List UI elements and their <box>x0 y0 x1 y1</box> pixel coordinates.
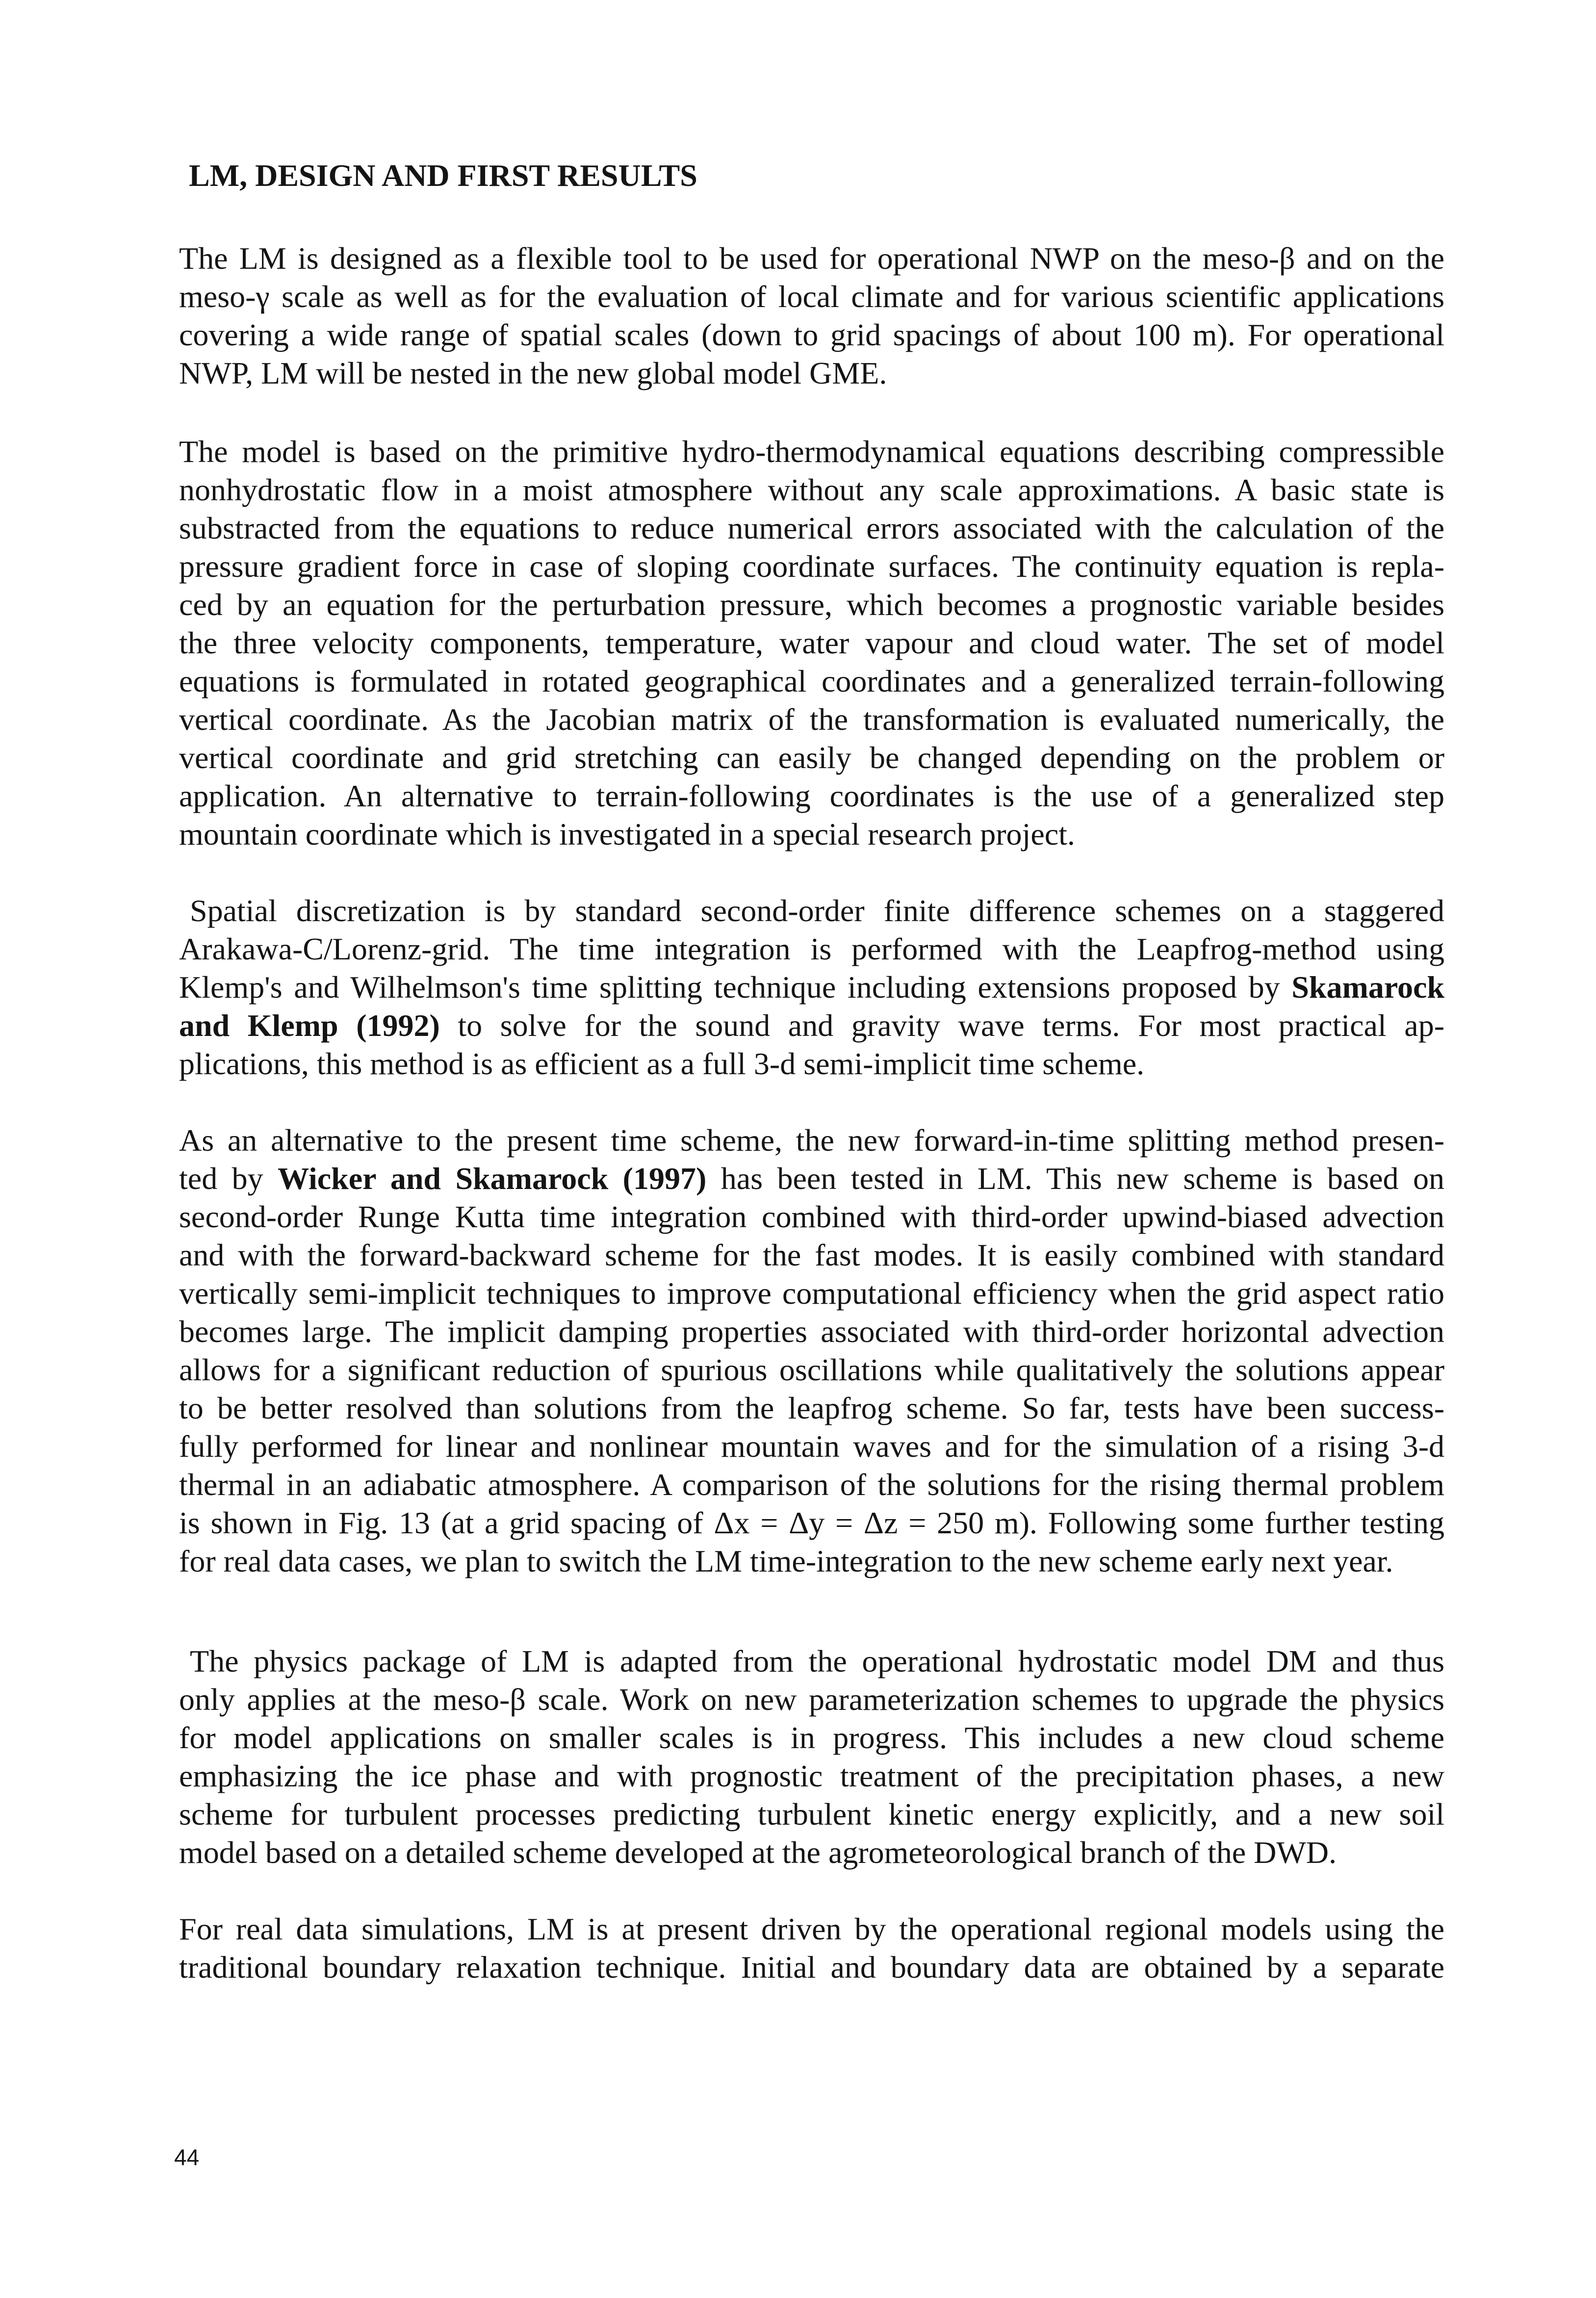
text-segment: to solve for the sound and gravity wave terms. For most practical ap- <box>458 1008 1444 1043</box>
text-line: The model is based on the primitive hydro-thermodynamical equations describing compressible <box>179 434 1444 469</box>
citation-wicker: Wicker and Skamarock (1997) <box>278 1161 707 1196</box>
text-segment: ted by <box>179 1161 263 1196</box>
paragraph-2 <box>179 433 1444 853</box>
text-line: equations is formulated in rotated geographical coordinates and a generalized terrain-following <box>179 664 1444 698</box>
text-line: nonhydrostatic flow in a moist atmosphere without any scale approximations. A basic state is <box>179 472 1444 507</box>
text-line: the three velocity components, temperature, water vapour and cloud water. The set of model <box>179 625 1444 660</box>
text-line: application. An alternative to terrain-following coordinates is the use of a generalized step <box>179 778 1444 813</box>
citation-skamarock: Skamarock <box>1291 970 1445 1005</box>
text-line: Arakawa-C/Lorenz-grid. The time integration is performed with the Leapfrog-method using <box>179 931 1444 966</box>
text-line: As an alternative to the present time scheme, the new forward-in-time splitting method presen- <box>179 1123 1444 1158</box>
text-line: pressure gradient force in case of sloping coordinate surfaces. The continuity equation is repla- <box>179 549 1444 584</box>
text-line: NWP, LM will be nested in the new global model GME. <box>179 356 887 390</box>
text-segment: has been tested in LM. This new scheme is based on <box>721 1161 1445 1196</box>
text-line: only applies at the meso-β scale. Work on new parameterization schemes to upgrade the physics <box>179 1682 1444 1717</box>
text-line: emphasizing the ice phase and with prognostic treatment of the precipitation phases, a new <box>179 1758 1444 1793</box>
text-line: The physics package of LM is adapted from the operational hydrostatic model DM and thus <box>190 1644 1444 1678</box>
text-line <box>179 968 1444 1007</box>
text-line: scheme for turbulent processes predicting turbulent kinetic energy explicitly, and a new soil <box>179 1797 1444 1832</box>
text-segment: Klemp's and Wilhelmson's time splitting technique including extensions proposed by <box>179 970 1280 1005</box>
paragraph-5 <box>179 1642 1444 1872</box>
text-line: plications, this method is as efficient as a full 3-d semi-implicit time scheme. <box>179 1046 1145 1081</box>
text-line: allows for a significant reduction of spurious oscillations while qualitatively the solutions appear <box>179 1352 1444 1387</box>
text-line: covering a wide range of spatial scales (down to grid spacings of about 100 m). For operational <box>179 317 1444 352</box>
text-line: For real data simulations, LM is at present driven by the operational regional models using the <box>179 1911 1444 1946</box>
citation-year: and Klemp (1992) <box>179 1008 440 1043</box>
text-line <box>179 1007 1444 1045</box>
text-line: ced by an equation for the perturbation pressure, which becomes a prognostic variable besides <box>179 587 1444 622</box>
text-line: to be better resolved than solutions from the leapfrog scheme. So far, tests have been success- <box>179 1391 1444 1425</box>
text-line: for model applications on smaller scales is in progress. This includes a new cloud scheme <box>179 1720 1444 1755</box>
text-line: and with the forward-backward scheme for the fast modes. It is easily combined with standard <box>179 1238 1444 1272</box>
page-number: 44 <box>174 2144 200 2170</box>
paragraph-1 <box>179 239 1444 392</box>
text-line: model based on a detailed scheme developed at the agrometeorological branch of the DWD. <box>179 1835 1337 1870</box>
text-line: is shown in Fig. 13 (at a grid spacing of Δx = Δy = Δz = 250 m). Following some further testing <box>179 1505 1444 1540</box>
paragraph-3 <box>179 892 1444 1083</box>
text-line: fully performed for linear and nonlinear mountain waves and for the simulation of a rising 3-d <box>179 1429 1444 1464</box>
text-line: Spatial discretization is by standard second-order finite difference schemes on a staggered <box>190 893 1444 928</box>
text-line: mountain coordinate which is investigated in a special research project. <box>179 817 1075 852</box>
paragraph-6 <box>179 1910 1444 1987</box>
text-line: The LM is designed as a flexible tool to be used for operational NWP on the meso-β and on the <box>179 241 1444 276</box>
text-line: substracted from the equations to reduce numerical errors associated with the calculation of the <box>179 511 1444 545</box>
text-line <box>179 1160 1444 1198</box>
text-line: becomes large. The implicit damping properties associated with third-order horizontal advection <box>179 1314 1444 1349</box>
text-line: vertical coordinate. As the Jacobian matrix of the transformation is evaluated numerically, the <box>179 702 1444 737</box>
text-line: traditional boundary relaxation technique. Initial and boundary data are obtained by a separate <box>179 1950 1444 1985</box>
section-title: LM, DESIGN AND FIRST RESULTS <box>189 158 697 193</box>
text-line: meso-γ scale as well as for the evaluation of local climate and for various scientific applications <box>179 279 1444 314</box>
text-line: vertically semi-implicit techniques to improve computational efficiency when the grid aspect ratio <box>179 1276 1444 1311</box>
text-line: for real data cases, we plan to switch the LM time-integration to the new scheme early next year. <box>179 1544 1393 1578</box>
text-line: vertical coordinate and grid stretching can easily be changed depending on the problem or <box>179 740 1444 775</box>
paragraph-4 <box>179 1121 1444 1580</box>
text-line: second-order Runge Kutta time integration combined with third-order upwind-biased advection <box>179 1199 1444 1234</box>
text-line: thermal in an adiabatic atmosphere. A comparison of the solutions for the rising thermal problem <box>179 1467 1444 1502</box>
